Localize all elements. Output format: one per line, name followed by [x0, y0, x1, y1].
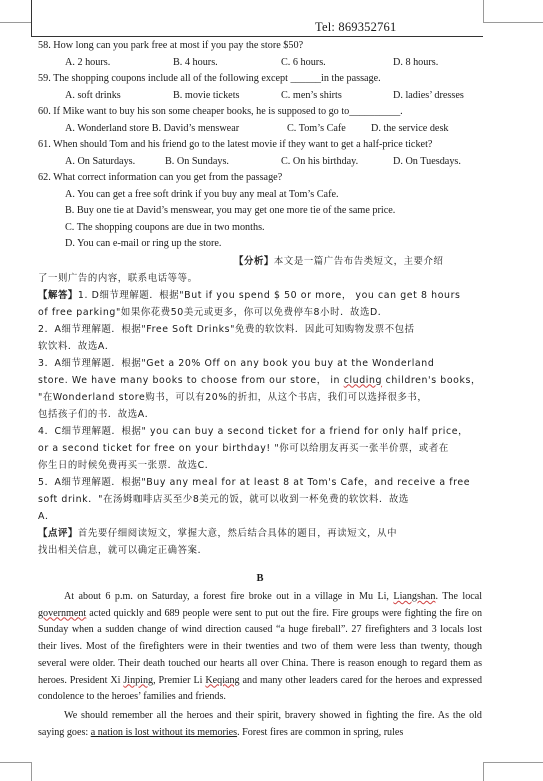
- answer-3-misspelled-word: cluding: [343, 374, 383, 386]
- q59-option-c: C. men’s shirts: [281, 89, 342, 101]
- q60-option-c: C. Tom’s Cafe: [287, 122, 346, 134]
- question-60: 60. If Mike want to buy his son some cheaper books, he is supposed to go to__________.: [38, 106, 403, 117]
- comment-line-2: 找出相关信息，就可以确定正确答案．: [38, 544, 208, 556]
- p1-text-i: , Premier Li: [153, 674, 203, 686]
- q60-option-d: D. the service desk: [371, 122, 449, 134]
- answer-4-line-2: or a second ticket for free on your birthday! "你可以给朋友再买一张半价票，或者在: [38, 442, 449, 454]
- answer-5-line-3: A．: [38, 510, 55, 522]
- p1-jinping: Jinping: [123, 674, 154, 686]
- question-59-options: [38, 88, 482, 105]
- answer-5-line-1: 5．A细节理解题．根据"Buy any meal for at least 8 at Tom's Cafe，and receive a free: [38, 476, 471, 488]
- q61-option-b: B. On Sundays.: [165, 155, 229, 167]
- header-tel: Tel: 869352761: [315, 20, 397, 34]
- question-58-options: [38, 55, 482, 72]
- analysis-text-2: 了一则广告的内容，联系电话等等。: [38, 272, 198, 284]
- p2-text-b: the old saying goes:: [38, 709, 482, 738]
- header-left-rule: [31, 0, 32, 36]
- answer-5-line-2: soft drink．"在汤姆咖啡店买至少8美元的饭，就可以收到一杯免费的软饮料．故选: [38, 493, 409, 505]
- comment-text-1: 首先要仔细阅读短文，掌握大意，然后结合具体的题目，再读短文，从中: [77, 527, 398, 539]
- answer-2-line-1: 2．A细节理解题．根据"Free Soft Drinks"免费的软饮料．因此可知购物发票不包括: [38, 323, 415, 335]
- question-58: 58. How long can you park free at most if you pay the store $50?: [38, 40, 304, 51]
- p1-text-h: China. There is reason enough to regard them as heroes. President Xi: [38, 657, 482, 686]
- q58-option-a: A. 2 hours.: [65, 56, 111, 68]
- q58-option-b: B. 4 hours.: [173, 56, 218, 68]
- p2-text-a: We should remember all the heroes and their spirit, bravery showed in fighting the fire. As: [64, 709, 450, 721]
- section-b-paragraph-1: [38, 589, 482, 706]
- question-59: 59. The shopping coupons include all of the following except ______in the passage.: [38, 73, 381, 84]
- p1-government: government: [38, 607, 87, 619]
- p1-text-b: . The: [435, 591, 458, 602]
- answer-2-line-2: 软饮料．故选A．: [38, 340, 115, 352]
- q61-option-d: D. On Tuesdays.: [393, 155, 461, 167]
- question-61: 61. When should Tom and his friend go to the latest movie if they want to get a half-price ticket?: [38, 139, 433, 150]
- q59-option-a: A. soft drinks: [65, 89, 121, 101]
- p2-text-c: . Forest fires are common in spring, rules: [237, 726, 404, 738]
- crop-mark-bottom-left-vertical: [31, 762, 32, 781]
- answer-3-line-3: "在Wonderland store购书，可以有20%的折扣，从这个书店，我们可以选择很多书，: [38, 391, 428, 403]
- crop-mark-bottom-right: [483, 762, 543, 763]
- comment-tag: 【点评】: [38, 527, 78, 539]
- q59-option-d: D. ladies’ dresses: [393, 89, 464, 101]
- p1-text-a: At about 6 p.m. on Saturday, a forest fire broke out in a village in Mu Li,: [64, 591, 394, 602]
- answer-1-text: 1. D细节理解题．根据"But if you spend $ 50 or more， you can get 8 hours: [77, 289, 461, 301]
- document-body: [38, 38, 482, 741]
- answer-3-line-1: 3．A细节理解题．根据"Get a 20% Off on any book you buy at the Wonderland: [38, 357, 435, 369]
- answer-4-line-1: 4．C细节理解题．根据" you can buy a second ticket for a friend for only half price，: [38, 425, 469, 437]
- answer-tag: 【解答】: [38, 289, 78, 301]
- answer-3-line-4: 包括孩子们的书．故选A．: [38, 408, 155, 420]
- section-b-title: B: [256, 572, 264, 584]
- analysis-text-1: 本文是一篇广告布告类短文，主要介绍: [273, 255, 444, 267]
- q58-option-d: D. 8 hours.: [393, 56, 439, 68]
- section-b-paragraph-2: [38, 708, 482, 741]
- q62-option-d: D. You can e-mail or ring up the store.: [65, 238, 222, 249]
- q60-option-ab: A. Wonderland store B. David’s menswear: [65, 122, 240, 134]
- p1-text-g: them were less than twenty, though several were older. Their death touched our hearts all over: [38, 641, 483, 669]
- q58-option-c: C. 6 hours.: [281, 56, 326, 68]
- q62-option-a: A. You can get a free soft drink if you buy any meal at Tom’s Cafe.: [65, 188, 339, 200]
- q59-option-b: B. movie tickets: [173, 89, 240, 101]
- q61-option-a: A. On Saturdays.: [65, 155, 136, 167]
- p1-text-c: local: [462, 591, 483, 602]
- p1-text-d: acted quickly and 689 people were sent to put out the fire. Fire groups were: [86, 607, 402, 619]
- comment-line-1: [38, 525, 482, 542]
- answer-3-line-2: [38, 372, 482, 389]
- p1-keqiang: Keqiang: [205, 674, 240, 686]
- crop-mark-top-left: [0, 22, 31, 23]
- p1-text-k: families and friends.: [143, 691, 226, 703]
- answer-4-line-3: 你生日的时候免费再买一张票．故选C．: [38, 459, 215, 471]
- answer-1-line-1: [38, 287, 482, 304]
- crop-mark-right-vertical: [483, 0, 484, 22]
- p1-text-j: and many other leaders cared for the heroes and expressed condolence to the heroes’: [38, 674, 483, 703]
- p1-liangshan: Liangshan: [393, 591, 436, 602]
- p1-text-f: firefighters and 3 locals lost their lives. Most of the firefighters were in their twenties and two of: [38, 624, 482, 653]
- question-60-options: [38, 121, 482, 138]
- answer-3-text-a: store. We have many books to choose from our store， in: [38, 374, 344, 386]
- q61-option-c: C. On his birthday.: [281, 155, 359, 167]
- p2-old-saying: a nation is lost without its memories: [90, 726, 238, 738]
- crop-mark-top-right: [483, 22, 543, 23]
- p1-text-e: fighting the fire on Sunday when a sudden change of wind direction caused “a huge fireball”. 27: [38, 607, 482, 636]
- page-header: [31, 0, 483, 37]
- crop-mark-bottom-left: [0, 762, 31, 763]
- question-62: 62. What correct information can you get from the passage?: [38, 172, 283, 183]
- crop-mark-bottom-right-vertical: [483, 762, 484, 781]
- question-61-options: [38, 154, 482, 171]
- answer-3-text-c: children's books，: [382, 374, 481, 386]
- q62-option-c: C. The shopping coupons are due in two months.: [65, 221, 265, 233]
- q62-option-b: B. Buy one tie at David’s menswear, you may get one more tie of the same price.: [65, 205, 396, 216]
- analysis-block: [38, 253, 482, 270]
- answer-1-line-2: of free parking"如果你花费50美元或更多，你可以免费停车8小时．故选D．: [38, 306, 388, 318]
- analysis-tag: 【分析】: [234, 255, 274, 267]
